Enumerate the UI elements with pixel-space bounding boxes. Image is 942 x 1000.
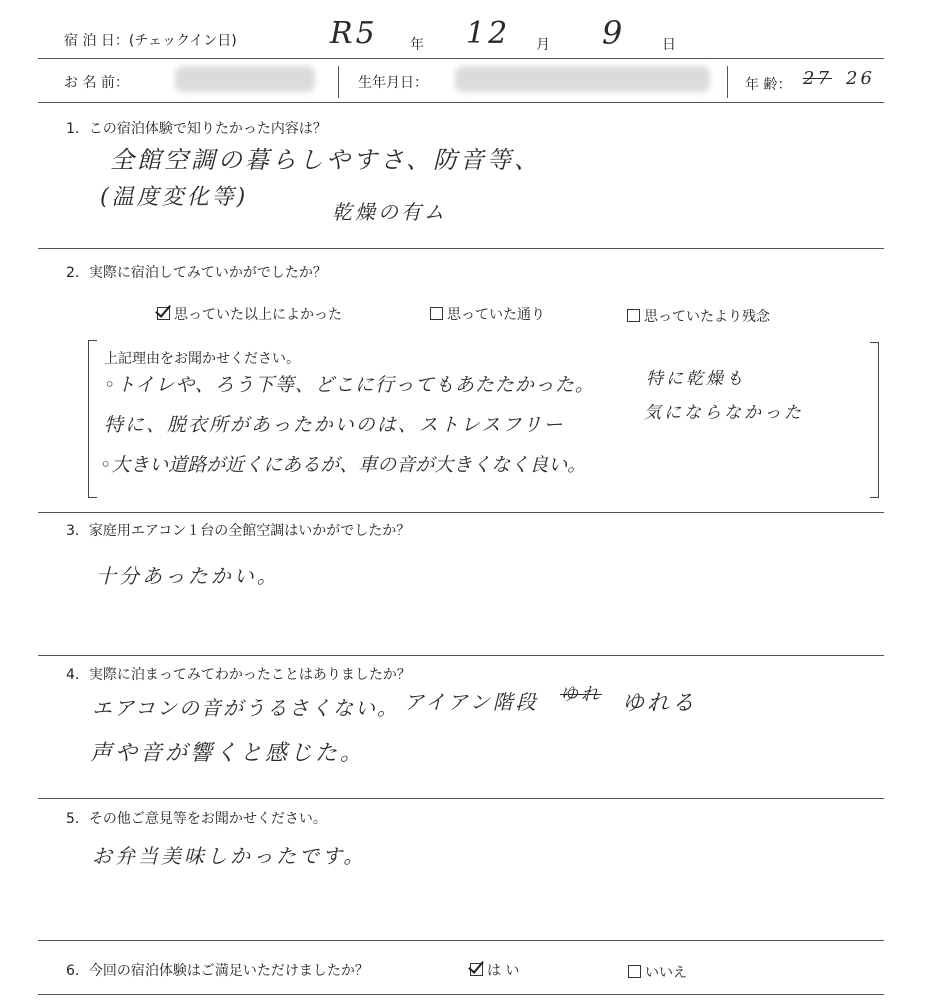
- q4-divider: [38, 798, 884, 799]
- q2-option-disappointing-label: 思っていたより残念: [644, 309, 770, 325]
- q4-answer-line1-b: アイアン階段: [404, 690, 539, 714]
- q2-option-disappointing-checkbox[interactable]: [627, 309, 640, 322]
- birthdate-redacted: [455, 66, 710, 92]
- birth-age-separator: [727, 66, 728, 98]
- q6-option-yes-checkbox[interactable]: [470, 963, 483, 976]
- q1-answer-line1: 全館空調の暮らしやすさ、防音等、: [110, 146, 542, 174]
- q1-answer-line3: 乾燥の有ム: [332, 200, 447, 224]
- header-divider-2: [38, 102, 884, 103]
- q5-question: 5．その他ご意見等をお聞かせください。: [66, 811, 327, 827]
- stay-date-label: 宿 泊 日：(チェックイン日): [64, 33, 237, 49]
- q6-divider: [38, 994, 884, 995]
- q1-question: 1．この宿泊体験で知りたかった内容は？: [66, 121, 327, 137]
- q2-divider: [38, 512, 884, 513]
- age-struck-value: 27: [803, 68, 832, 89]
- q6-option-yes-label: は い: [487, 963, 520, 979]
- q4-answer-line1-c: ゆれる: [622, 691, 698, 716]
- q2-option-as-expected[interactable]: [430, 304, 545, 324]
- q2-option-better-checkbox[interactable]: [157, 307, 170, 320]
- q4-answer-line1-a: エアコンの音がうるさくない。: [92, 696, 399, 720]
- q6-option-no[interactable]: [628, 962, 687, 982]
- age-label: 年 齢：: [745, 77, 792, 93]
- q3-question: 3．家庭用エアコン１台の全館空調はいかがでしたか？: [66, 523, 411, 539]
- q4-question: 4．実際に泊まってみてわかったことはありましたか？: [66, 667, 411, 683]
- q5-divider: [38, 940, 884, 941]
- name-redacted: [175, 66, 315, 92]
- reason-box-right-bracket: [870, 342, 879, 498]
- name-birth-separator: [338, 66, 339, 98]
- day-value: 9: [602, 14, 626, 52]
- month-value: 12: [466, 16, 511, 51]
- day-unit-label: 日: [662, 37, 676, 53]
- reason-box-left-bracket: [88, 340, 97, 498]
- q4-answer-line1-struck: ゆれ: [560, 684, 602, 705]
- q2-option-as-expected-label: 思っていた通り: [447, 307, 545, 323]
- birthdate-label: 生年月日：: [358, 75, 428, 91]
- q6-question: 6．今回の宿泊体験はご満足いただけましたか？: [66, 963, 369, 979]
- header-divider-1: [38, 58, 884, 59]
- q2-reason-line1: ◦トイレや、ろう下等、どこに行ってもあたたかった。: [104, 374, 595, 396]
- q2-option-better-label: 思っていた以上によかった: [174, 307, 342, 323]
- q5-answer: お弁当美味しかったです。: [92, 844, 367, 868]
- month-unit-label: 月: [536, 37, 550, 53]
- q1-answer-line2: (温度変化等): [100, 185, 249, 210]
- q2-option-disappointing[interactable]: [627, 306, 770, 326]
- q1-divider: [38, 248, 884, 249]
- q2-reason-prompt: 上記理由をお聞かせください。: [104, 351, 300, 367]
- q3-divider: [38, 655, 884, 656]
- age-value: 26: [846, 68, 875, 89]
- q6-option-no-checkbox[interactable]: [628, 965, 641, 978]
- q3-answer: 十分あったかい。: [96, 564, 280, 588]
- q2-reason-line3: ◦大きい道路が近くにあるが、車の音が大きくなく良い。: [100, 454, 587, 476]
- q4-answer-line2: 声や音が響くと感じた。: [90, 741, 366, 766]
- q2-side-note-line2: 気にならなかった: [644, 403, 804, 423]
- q2-option-better[interactable]: [157, 304, 342, 324]
- q2-question: 2．実際に宿泊してみていかがでしたか？: [66, 265, 327, 281]
- q6-option-yes[interactable]: [470, 960, 519, 980]
- q6-option-no-label: いいえ: [645, 965, 687, 981]
- q2-side-note-line1: 特に乾燥も: [646, 369, 746, 389]
- q2-reason-line2: 特に、脱衣所があったかいのは、ストレスフリー: [104, 414, 565, 436]
- year-unit-label: 年: [410, 37, 424, 53]
- name-label: お 名 前：: [64, 75, 129, 91]
- era-year-value: R5: [330, 16, 378, 51]
- q2-option-as-expected-checkbox[interactable]: [430, 307, 443, 320]
